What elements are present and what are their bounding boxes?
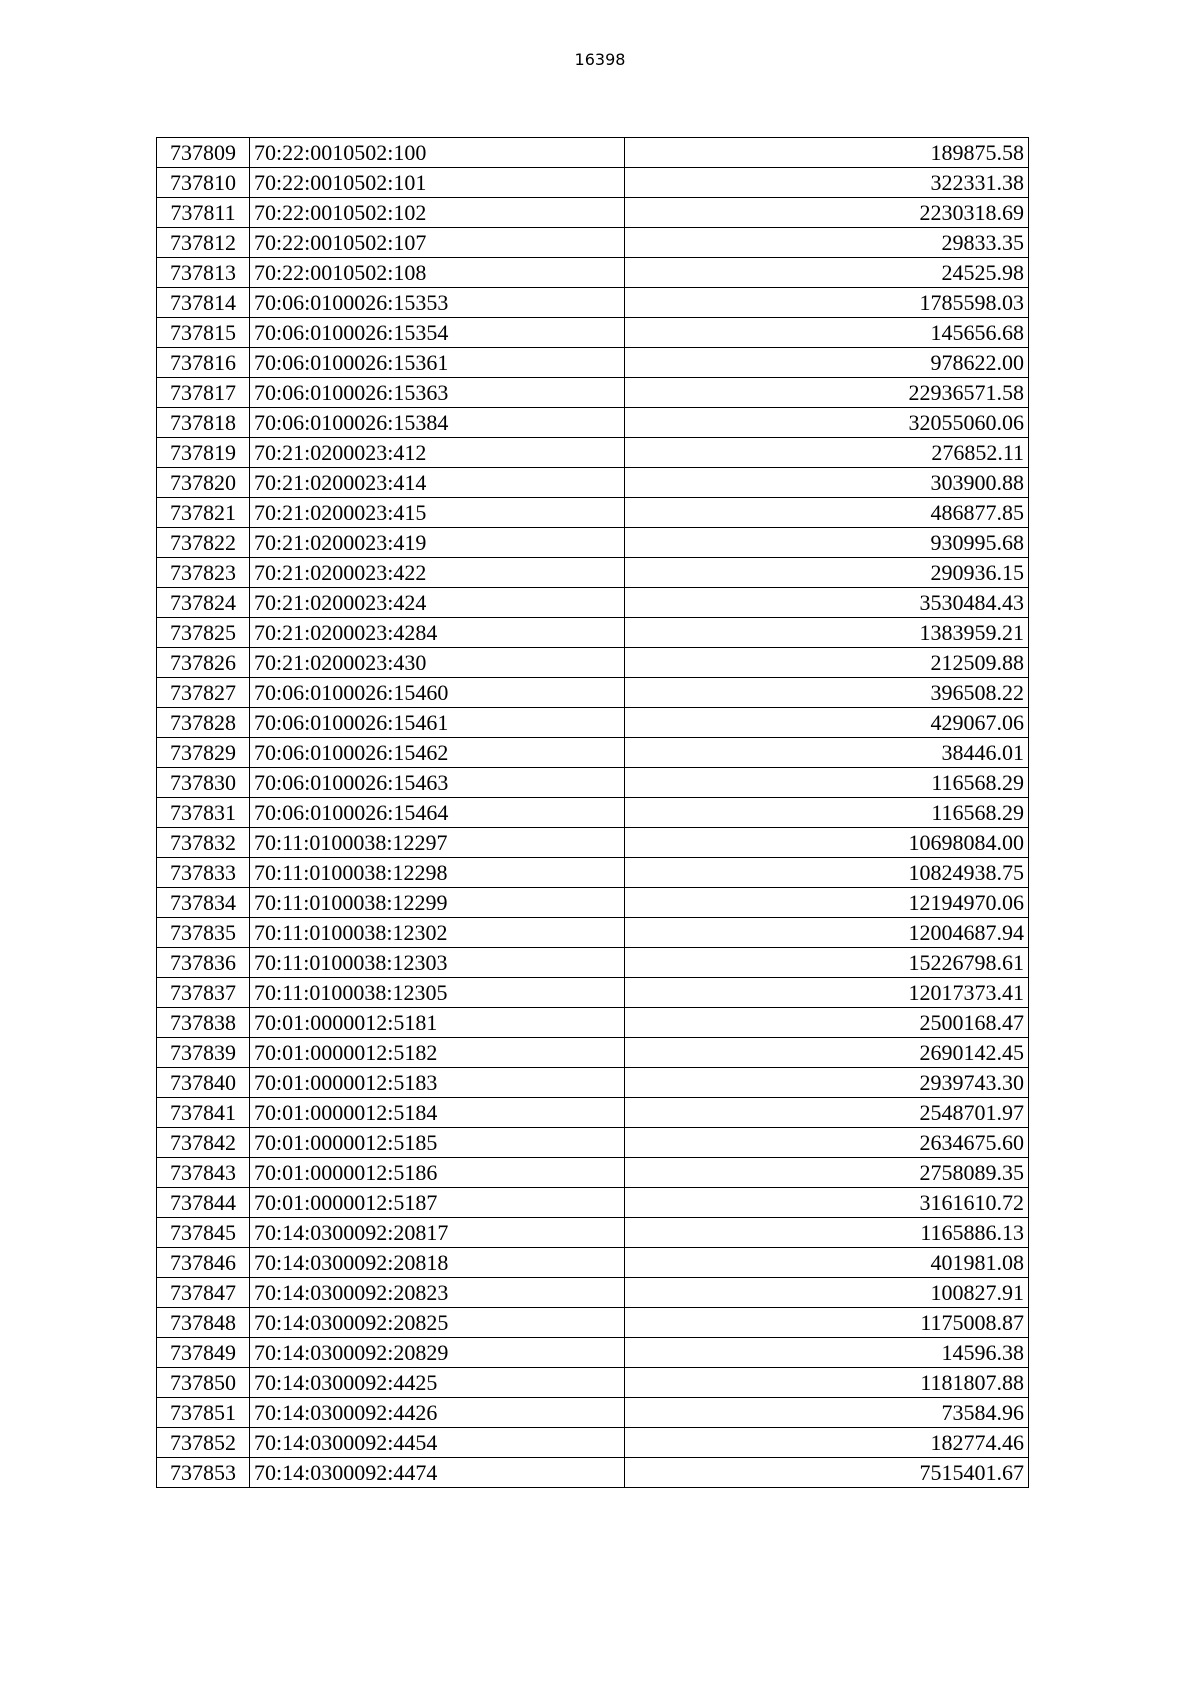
row-number-cell: 737821 — [157, 498, 250, 528]
table-row — [157, 858, 1029, 888]
cadastral-number-cell: 70:06:0100026:15361 — [250, 348, 625, 378]
cadastral-number-cell: 70:01:0000012:5187 — [250, 1188, 625, 1218]
row-number-cell: 737816 — [157, 348, 250, 378]
value-cell: 396508.22 — [625, 678, 1029, 708]
table-row — [157, 1428, 1029, 1458]
cadastral-number-cell: 70:22:0010502:108 — [250, 258, 625, 288]
table-row — [157, 1368, 1029, 1398]
row-number-cell: 737835 — [157, 918, 250, 948]
value-cell: 1175008.87 — [625, 1308, 1029, 1338]
value-cell: 182774.46 — [625, 1428, 1029, 1458]
row-number-cell: 737839 — [157, 1038, 250, 1068]
cadastral-number-cell: 70:21:0200023:414 — [250, 468, 625, 498]
table-row — [157, 1218, 1029, 1248]
value-cell: 429067.06 — [625, 708, 1029, 738]
table-row — [157, 558, 1029, 588]
cadastral-number-cell: 70:14:0300092:20825 — [250, 1308, 625, 1338]
cadastral-number-cell: 70:01:0000012:5182 — [250, 1038, 625, 1068]
cadastral-number-cell: 70:06:0100026:15384 — [250, 408, 625, 438]
page-number: 16398 — [574, 50, 626, 69]
table-row — [157, 1008, 1029, 1038]
table-row — [157, 648, 1029, 678]
row-number-cell: 737833 — [157, 858, 250, 888]
cadastral-number-cell: 70:22:0010502:102 — [250, 198, 625, 228]
value-cell: 12004687.94 — [625, 918, 1029, 948]
row-number-cell: 737826 — [157, 648, 250, 678]
value-cell: 2939743.30 — [625, 1068, 1029, 1098]
row-number-cell: 737818 — [157, 408, 250, 438]
table-row — [157, 768, 1029, 798]
cadastral-number-cell: 70:01:0000012:5181 — [250, 1008, 625, 1038]
cadastral-number-cell: 70:06:0100026:15463 — [250, 768, 625, 798]
table-row — [157, 1188, 1029, 1218]
row-number-cell: 737811 — [157, 198, 250, 228]
value-cell: 303900.88 — [625, 468, 1029, 498]
cadastral-number-cell: 70:06:0100026:15464 — [250, 798, 625, 828]
cadastral-number-cell: 70:06:0100026:15353 — [250, 288, 625, 318]
table-row — [157, 708, 1029, 738]
table-row — [157, 318, 1029, 348]
row-number-cell: 737817 — [157, 378, 250, 408]
table-row — [157, 258, 1029, 288]
value-cell: 38446.01 — [625, 738, 1029, 768]
table-row — [157, 378, 1029, 408]
data-table — [156, 137, 1029, 1488]
value-cell: 1165886.13 — [625, 1218, 1029, 1248]
value-cell: 978622.00 — [625, 348, 1029, 378]
row-number-cell: 737823 — [157, 558, 250, 588]
table-row — [157, 498, 1029, 528]
row-number-cell: 737819 — [157, 438, 250, 468]
value-cell: 486877.85 — [625, 498, 1029, 528]
value-cell: 29833.35 — [625, 228, 1029, 258]
value-cell: 7515401.67 — [625, 1458, 1029, 1488]
value-cell: 12194970.06 — [625, 888, 1029, 918]
row-number-cell: 737843 — [157, 1158, 250, 1188]
table-row — [157, 528, 1029, 558]
cadastral-number-cell: 70:22:0010502:100 — [250, 138, 625, 168]
row-number-cell: 737812 — [157, 228, 250, 258]
table-row — [157, 438, 1029, 468]
cadastral-number-cell: 70:06:0100026:15462 — [250, 738, 625, 768]
cadastral-number-cell: 70:14:0300092:20823 — [250, 1278, 625, 1308]
value-cell: 12017373.41 — [625, 978, 1029, 1008]
value-cell: 1181807.88 — [625, 1368, 1029, 1398]
row-number-cell: 737814 — [157, 288, 250, 318]
table-row — [157, 738, 1029, 768]
value-cell: 189875.58 — [625, 138, 1029, 168]
row-number-cell: 737810 — [157, 168, 250, 198]
row-number-cell: 737848 — [157, 1308, 250, 1338]
table-row — [157, 1398, 1029, 1428]
cadastral-number-cell: 70:14:0300092:4474 — [250, 1458, 625, 1488]
cadastral-number-cell: 70:01:0000012:5183 — [250, 1068, 625, 1098]
row-number-cell: 737844 — [157, 1188, 250, 1218]
row-number-cell: 737850 — [157, 1368, 250, 1398]
cadastral-number-cell: 70:22:0010502:107 — [250, 228, 625, 258]
row-number-cell: 737832 — [157, 828, 250, 858]
value-cell: 100827.91 — [625, 1278, 1029, 1308]
table-row — [157, 1038, 1029, 1068]
cadastral-number-cell: 70:11:0100038:12305 — [250, 978, 625, 1008]
cadastral-number-cell: 70:21:0200023:430 — [250, 648, 625, 678]
table-row — [157, 288, 1029, 318]
value-cell: 2690142.45 — [625, 1038, 1029, 1068]
value-cell: 10698084.00 — [625, 828, 1029, 858]
table-row — [157, 408, 1029, 438]
row-number-cell: 737840 — [157, 1068, 250, 1098]
table-row — [157, 1338, 1029, 1368]
value-cell: 145656.68 — [625, 318, 1029, 348]
cadastral-number-cell: 70:01:0000012:5186 — [250, 1158, 625, 1188]
cadastral-number-cell: 70:21:0200023:4284 — [250, 618, 625, 648]
table-row — [157, 888, 1029, 918]
cadastral-number-cell: 70:06:0100026:15461 — [250, 708, 625, 738]
row-number-cell: 737851 — [157, 1398, 250, 1428]
cadastral-number-cell: 70:14:0300092:20818 — [250, 1248, 625, 1278]
cadastral-number-cell: 70:21:0200023:419 — [250, 528, 625, 558]
value-cell: 1785598.03 — [625, 288, 1029, 318]
row-number-cell: 737838 — [157, 1008, 250, 1038]
table-row — [157, 978, 1029, 1008]
row-number-cell: 737846 — [157, 1248, 250, 1278]
table-row — [157, 198, 1029, 228]
value-cell: 290936.15 — [625, 558, 1029, 588]
value-cell: 930995.68 — [625, 528, 1029, 558]
row-number-cell: 737852 — [157, 1428, 250, 1458]
table-row — [157, 1158, 1029, 1188]
value-cell: 2500168.47 — [625, 1008, 1029, 1038]
value-cell: 401981.08 — [625, 1248, 1029, 1278]
row-number-cell: 737827 — [157, 678, 250, 708]
value-cell: 22936571.58 — [625, 378, 1029, 408]
table-row — [157, 468, 1029, 498]
value-cell: 15226798.61 — [625, 948, 1029, 978]
cadastral-number-cell: 70:21:0200023:415 — [250, 498, 625, 528]
cadastral-number-cell: 70:21:0200023:422 — [250, 558, 625, 588]
cadastral-number-cell: 70:01:0000012:5185 — [250, 1128, 625, 1158]
cadastral-number-cell: 70:14:0300092:4454 — [250, 1428, 625, 1458]
row-number-cell: 737847 — [157, 1278, 250, 1308]
cadastral-number-cell: 70:11:0100038:12299 — [250, 888, 625, 918]
cadastral-number-cell: 70:21:0200023:412 — [250, 438, 625, 468]
row-number-cell: 737828 — [157, 708, 250, 738]
cadastral-number-cell: 70:11:0100038:12302 — [250, 918, 625, 948]
row-number-cell: 737829 — [157, 738, 250, 768]
row-number-cell: 737822 — [157, 528, 250, 558]
value-cell: 14596.38 — [625, 1338, 1029, 1368]
table-row — [157, 918, 1029, 948]
table-row — [157, 678, 1029, 708]
row-number-cell: 737837 — [157, 978, 250, 1008]
row-number-cell: 737842 — [157, 1128, 250, 1158]
value-cell: 2548701.97 — [625, 1098, 1029, 1128]
cadastral-number-cell: 70:11:0100038:12297 — [250, 828, 625, 858]
value-cell: 2230318.69 — [625, 198, 1029, 228]
row-number-cell: 737824 — [157, 588, 250, 618]
table-row — [157, 1098, 1029, 1128]
cadastral-number-cell: 70:06:0100026:15363 — [250, 378, 625, 408]
table-row — [157, 948, 1029, 978]
cadastral-number-cell: 70:14:0300092:4425 — [250, 1368, 625, 1398]
cadastral-number-cell: 70:06:0100026:15354 — [250, 318, 625, 348]
row-number-cell: 737841 — [157, 1098, 250, 1128]
value-cell: 1383959.21 — [625, 618, 1029, 648]
row-number-cell: 737849 — [157, 1338, 250, 1368]
row-number-cell: 737831 — [157, 798, 250, 828]
value-cell: 322331.38 — [625, 168, 1029, 198]
value-cell: 116568.29 — [625, 768, 1029, 798]
table-row — [157, 168, 1029, 198]
table-row — [157, 1278, 1029, 1308]
table-row — [157, 828, 1029, 858]
table-row — [157, 798, 1029, 828]
cadastral-number-cell: 70:22:0010502:101 — [250, 168, 625, 198]
value-cell: 116568.29 — [625, 798, 1029, 828]
value-cell: 2634675.60 — [625, 1128, 1029, 1158]
cadastral-number-cell: 70:14:0300092:20829 — [250, 1338, 625, 1368]
value-cell: 3161610.72 — [625, 1188, 1029, 1218]
table-row — [157, 228, 1029, 258]
row-number-cell: 737845 — [157, 1218, 250, 1248]
row-number-cell: 737809 — [157, 138, 250, 168]
table-row — [157, 618, 1029, 648]
value-cell: 276852.11 — [625, 438, 1029, 468]
cadastral-number-cell: 70:01:0000012:5184 — [250, 1098, 625, 1128]
row-number-cell: 737836 — [157, 948, 250, 978]
table-row — [157, 1128, 1029, 1158]
cadastral-number-cell: 70:14:0300092:20817 — [250, 1218, 625, 1248]
cadastral-number-cell: 70:21:0200023:424 — [250, 588, 625, 618]
row-number-cell: 737830 — [157, 768, 250, 798]
row-number-cell: 737834 — [157, 888, 250, 918]
value-cell: 2758089.35 — [625, 1158, 1029, 1188]
row-number-cell: 737813 — [157, 258, 250, 288]
row-number-cell: 737825 — [157, 618, 250, 648]
row-number-cell: 737853 — [157, 1458, 250, 1488]
cadastral-number-cell: 70:11:0100038:12303 — [250, 948, 625, 978]
cadastral-number-cell: 70:06:0100026:15460 — [250, 678, 625, 708]
value-cell: 73584.96 — [625, 1398, 1029, 1428]
row-number-cell: 737820 — [157, 468, 250, 498]
table-row — [157, 1068, 1029, 1098]
table-row — [157, 348, 1029, 378]
value-cell: 212509.88 — [625, 648, 1029, 678]
table-row — [157, 1458, 1029, 1488]
table-row — [157, 1308, 1029, 1338]
cadastral-number-cell: 70:14:0300092:4426 — [250, 1398, 625, 1428]
table-row — [157, 138, 1029, 168]
value-cell: 32055060.06 — [625, 408, 1029, 438]
table-row — [157, 588, 1029, 618]
row-number-cell: 737815 — [157, 318, 250, 348]
value-cell: 24525.98 — [625, 258, 1029, 288]
value-cell: 3530484.43 — [625, 588, 1029, 618]
table-body — [157, 138, 1029, 1488]
cadastral-number-cell: 70:11:0100038:12298 — [250, 858, 625, 888]
table-row — [157, 1248, 1029, 1278]
value-cell: 10824938.75 — [625, 858, 1029, 888]
